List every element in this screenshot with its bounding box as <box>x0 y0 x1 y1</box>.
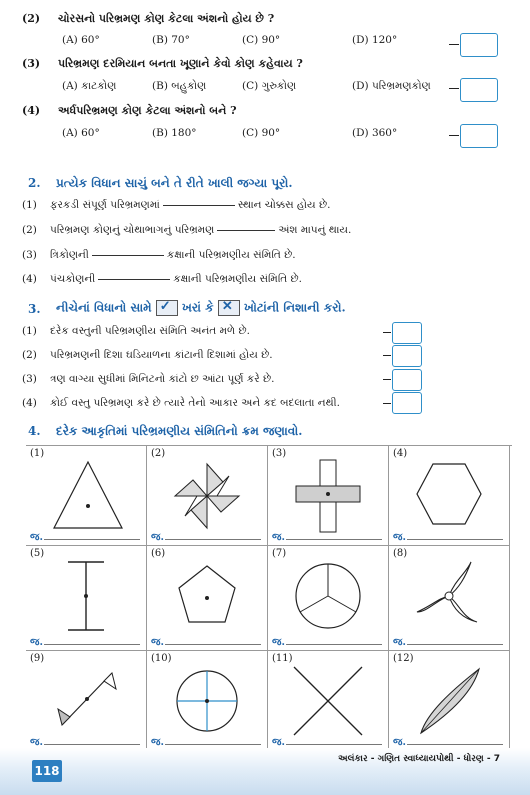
figure-cell <box>147 651 268 751</box>
title-text: નીચેનાં વિધાનો સામે <box>56 300 152 315</box>
tick-icon: ✓ <box>156 300 178 316</box>
blank[interactable] <box>98 278 170 280</box>
item-number: (2) <box>22 349 37 361</box>
option: (B) બહુકોણ <box>152 80 207 92</box>
answer-dash <box>383 355 391 356</box>
answer-line[interactable] <box>407 539 503 540</box>
i-beam-figure <box>46 556 126 636</box>
figure-number: (11) <box>272 653 293 664</box>
figure-number: (10) <box>151 653 172 664</box>
figure-number: (9) <box>30 653 45 664</box>
answer-line[interactable] <box>44 744 140 745</box>
figure-cell <box>147 446 268 546</box>
statement-text: દરેક વસ્તુની પરિભ્રમણીય સંમિતિ અનંત મળે છે. <box>50 325 250 337</box>
figure-cell <box>147 546 268 651</box>
answer-label: જ. <box>393 532 406 543</box>
figure-number: (4) <box>393 448 408 459</box>
answer-dash <box>383 379 391 380</box>
item-number: (3) <box>22 373 37 385</box>
question-text: અર્ધપરિભ્રમણ કોણ કેટલા અંશનો બને ? <box>58 104 237 117</box>
option: (D) 360° <box>352 127 398 139</box>
figure-number: (5) <box>30 548 45 559</box>
item-number: (2) <box>22 224 37 236</box>
blank[interactable] <box>163 204 235 206</box>
statement-text: ત્રણ વાગ્યા સુધીમાં મિનિટનો કાંટો છ આંટા પૂર્ણ કરે છે. <box>50 373 275 385</box>
statement <box>50 249 296 262</box>
plus-cross-figure <box>288 456 368 536</box>
cross-icon: ✕ <box>218 300 240 316</box>
answer-line[interactable] <box>165 744 261 745</box>
statement-text: અંશ માપનું થાય. <box>278 224 352 236</box>
figure-number: (8) <box>393 548 408 559</box>
statement-text: કક્ષાની પરિભ્રમણીય સંમિતિ છે. <box>173 273 302 285</box>
answer-dash <box>383 403 391 404</box>
item-number: (3) <box>22 249 37 261</box>
answer-box[interactable] <box>460 33 498 57</box>
title-text: ખરાં કે <box>181 300 214 315</box>
answer-box[interactable] <box>392 369 422 391</box>
option: (C) 90° <box>242 34 281 46</box>
figure-cell <box>268 446 389 546</box>
statement <box>50 224 351 237</box>
figure-number: (3) <box>272 448 287 459</box>
answer-box[interactable] <box>460 78 498 102</box>
answer-label: જ. <box>30 532 43 543</box>
answer-box[interactable] <box>392 345 422 367</box>
item-number: (4) <box>22 273 37 285</box>
statement <box>50 199 330 212</box>
option: (D) 120° <box>352 34 398 46</box>
answer-line[interactable] <box>286 644 382 645</box>
answer-label: જ. <box>272 532 285 543</box>
question-number: (4) <box>22 104 41 117</box>
circle-cross-figure <box>167 661 247 741</box>
figure-cell <box>26 651 147 751</box>
question-text: પરિભ્રમણ દરમિયાન બનતા ખૂણાને કેવો કોણ કહેવાય ? <box>58 57 303 70</box>
answer-dash <box>449 88 459 89</box>
answer-label: જ. <box>30 737 43 748</box>
statement-text: પરિભ્રમણની દિશા ઘડિયાળના કાંટાની દિશામાં હોય છે. <box>50 349 273 361</box>
figure-cell <box>26 446 147 546</box>
option: (A) 60° <box>62 34 100 46</box>
statement-text: ત્રિકોણની <box>50 249 89 261</box>
answer-dash <box>449 44 459 45</box>
section-title: પ્રત્યેક વિધાન સાચું બને તે રીતે ખાલી જગ્યા પૂરો. <box>56 176 293 190</box>
statement-text: ફરકડી સંપૂર્ણ પરિભ્રમણમાં <box>50 199 160 211</box>
figure-number: (2) <box>151 448 166 459</box>
title-text: ખોટાંની નિશાની કરો. <box>244 300 346 315</box>
answer-box[interactable] <box>460 124 498 148</box>
section-title <box>56 300 346 316</box>
answer-line[interactable] <box>286 744 382 745</box>
option: (B) 70° <box>152 34 190 46</box>
item-number: (1) <box>22 325 37 337</box>
statement-text: સ્થાન ચોક્કસ હોય છે. <box>237 199 331 211</box>
question-text: ચોરસનો પરિભ્રમણ કોણ કેટલા અંશનો હોય છે ? <box>58 12 275 25</box>
figure-cell <box>389 546 510 651</box>
section-title: દરેક આકૃતિમાં પરિભ્રમણીય સંમિતિનો ક્રમ જણાવો. <box>56 424 303 438</box>
answer-label: જ. <box>272 637 285 648</box>
statement-text: કક્ષાની પરિભ્રમણીય સંમિતિ છે. <box>166 249 296 261</box>
page-number: 118 <box>32 760 62 782</box>
pinwheel-figure <box>167 456 247 536</box>
blank[interactable] <box>217 229 275 231</box>
question-number: (3) <box>22 57 41 70</box>
triangle-figure <box>46 456 126 536</box>
statement-text: કોઈ વસ્તુ પરિભ્રમણ કરે છે ત્યારે તેનો આકાર અને કદ બદલાતા નથી. <box>50 397 341 409</box>
figure-grid <box>26 445 512 748</box>
hexagon-figure <box>409 456 489 536</box>
section-number: 2. <box>28 176 41 190</box>
answer-label: જ. <box>393 637 406 648</box>
propeller-figure <box>409 556 489 636</box>
answer-line[interactable] <box>407 644 503 645</box>
circle-three-sectors-figure <box>288 556 368 636</box>
option: (C) 90° <box>242 127 281 139</box>
figure-number: (6) <box>151 548 166 559</box>
answer-line[interactable] <box>165 539 261 540</box>
answer-line[interactable] <box>44 644 140 645</box>
answer-line[interactable] <box>165 644 261 645</box>
figure-cell <box>389 651 510 751</box>
figure-number: (1) <box>30 448 45 459</box>
x-cross-figure <box>288 661 368 741</box>
figure-cell <box>26 546 147 651</box>
answer-label: જ. <box>272 737 285 748</box>
section-number: 4. <box>28 424 41 438</box>
answer-box[interactable] <box>392 392 422 414</box>
answer-label: જ. <box>151 637 164 648</box>
leaf-blade-figure <box>409 661 489 741</box>
diagonal-flag-figure <box>46 661 126 741</box>
option: (D) પરિભ્રમણકોણ <box>352 80 431 92</box>
option: (A) 60° <box>62 127 100 139</box>
answer-box[interactable] <box>392 322 422 344</box>
figure-number: (7) <box>272 548 287 559</box>
section-number: 3. <box>28 302 41 316</box>
figure-cell <box>389 446 510 546</box>
statement <box>50 273 302 286</box>
question-number: (2) <box>22 12 41 25</box>
blank[interactable] <box>92 254 164 256</box>
statement-text: પંચકોણની <box>50 273 96 285</box>
item-number: (4) <box>22 397 37 409</box>
pentagon-figure <box>167 556 247 636</box>
answer-label: જ. <box>151 532 164 543</box>
figure-cell <box>268 651 389 751</box>
figure-cell <box>268 546 389 651</box>
answer-label: જ. <box>151 737 164 748</box>
answer-line[interactable] <box>44 539 140 540</box>
option: (B) 180° <box>152 127 197 139</box>
answer-dash <box>383 332 391 333</box>
footer-title: અલંકાર - ગણિત સ્વાધ્યાયપોથી - ધોરણ - 7 <box>338 754 500 764</box>
answer-label: જ. <box>393 737 406 748</box>
option: (C) ગુરુકોણ <box>242 80 297 92</box>
answer-line[interactable] <box>407 744 503 745</box>
answer-label: જ. <box>30 637 43 648</box>
answer-line[interactable] <box>286 539 382 540</box>
answer-dash <box>449 135 459 136</box>
option: (A) કાટકોણ <box>62 80 117 92</box>
item-number: (1) <box>22 199 37 211</box>
statement-text: પરિભ્રમણ કોણનું ચોથાભાગનું પરિભ્રમણ <box>50 224 215 236</box>
figure-number: (12) <box>393 653 414 664</box>
